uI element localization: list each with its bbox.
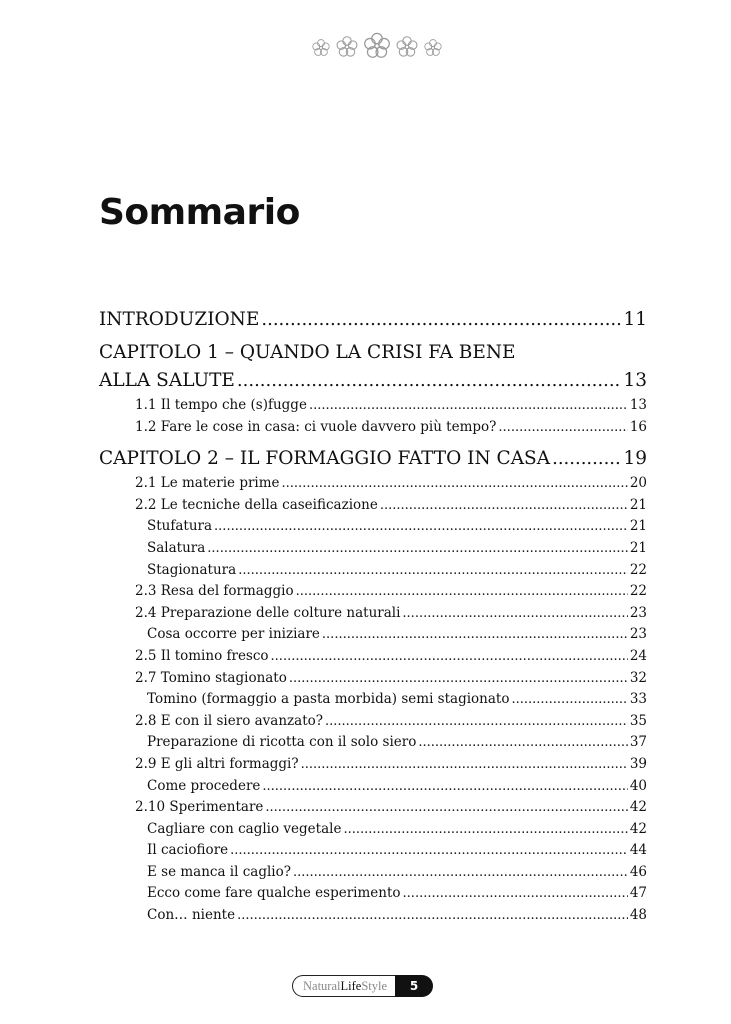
dot-leader (230, 841, 628, 862)
page-title: Sommario (99, 192, 300, 233)
toc-entry-label: 2.3 Resa del formaggio (135, 583, 294, 600)
dot-leader (282, 474, 628, 495)
toc-entry-label: Salatura (147, 539, 206, 556)
toc-entry-page: 23 (629, 604, 647, 621)
toc-entry-label: 2.5 Il tomino fresco (135, 647, 269, 664)
toc-entry-page: 22 (629, 583, 647, 600)
dot-leader (380, 496, 628, 517)
toc-entry-page: 33 (629, 691, 647, 708)
toc-entry-page: 21 (629, 539, 647, 556)
toc-entry[interactable] (99, 560, 647, 582)
toc-entry-label: 1.2 Fare le cose in casa: ci vuole davvero più tempo? (135, 418, 497, 435)
toc-entry-page: 13 (629, 397, 647, 413)
brand-part-natural: Natural (303, 978, 341, 993)
toc-entry[interactable] (99, 495, 647, 517)
toc-entry[interactable] (99, 754, 647, 776)
dot-leader (271, 647, 628, 668)
dot-leader (402, 604, 627, 625)
dot-leader (265, 798, 627, 819)
toc-entry-page: 40 (629, 777, 647, 794)
dot-leader (498, 418, 627, 439)
dot-leader (293, 863, 628, 884)
toc-entry-label: Il caciofiore (147, 842, 229, 859)
toc-entry-label: INTRODUZIONE (99, 309, 260, 330)
toc-entry[interactable] (99, 776, 647, 798)
series-brand (292, 975, 395, 997)
toc-entry-page: 44 (629, 842, 647, 859)
toc-entry-page: 23 (629, 626, 647, 643)
toc-entry[interactable] (99, 668, 647, 690)
brand-part-life: Life (340, 978, 362, 993)
toc-entry-label: 2.4 Preparazione delle colture naturali (135, 604, 401, 621)
dot-leader (238, 561, 628, 582)
table-of-contents (99, 306, 647, 927)
toc-entry-page: 35 (629, 712, 647, 729)
toc-entry-label: Tomino (formaggio a pasta morbida) semi stagionato (147, 691, 510, 708)
toc-entry[interactable] (99, 862, 647, 884)
dot-leader (325, 712, 628, 733)
brand-part-style: Style (361, 978, 388, 993)
dot-leader (403, 884, 628, 905)
toc-chapter-1-title-line1[interactable]: CAPITOLO 1 – QUANDO LA CRISI FA BENE (99, 342, 516, 363)
toc-entry-label: ALLA SALUTE (99, 370, 235, 391)
toc-entry[interactable] (99, 603, 647, 625)
toc-entry-label: E se manca il caglio? (147, 863, 291, 880)
toc-entry-label: Come procedere (147, 777, 261, 794)
toc-entry-page: 20 (629, 475, 647, 492)
toc-entry[interactable] (99, 473, 647, 495)
toc-entry[interactable] (99, 689, 647, 711)
toc-entry-label: CAPITOLO 2 – IL FORMAGGIO FATTO IN CASA (99, 448, 551, 470)
toc-entry-page: 47 (629, 885, 647, 902)
toc-chapter-2-entry[interactable] (99, 445, 647, 473)
toc-entry-label: Con… niente (147, 907, 236, 924)
toc-entry-label: 1.1 Il tempo che (s)fugge (135, 397, 307, 413)
page-footer (292, 975, 433, 997)
dot-leader (207, 539, 628, 560)
dot-leader (418, 733, 627, 754)
toc-entry-introduction[interactable] (99, 306, 647, 334)
dot-leader (511, 690, 627, 711)
toc-entry-label: Cosa occorre per iniziare (147, 626, 320, 643)
toc-entry-page: 19 (623, 448, 647, 470)
dot-leader (237, 906, 628, 927)
toc-entry-label: 2.2 Le tecniche della caseificazione (135, 496, 378, 513)
toc-entry-label: 2.10 Sperimentare (135, 799, 264, 816)
toc-entry-label: Stufatura (147, 518, 213, 535)
toc-entry[interactable] (99, 819, 647, 841)
toc-chapter-1 (99, 339, 647, 438)
dot-leader (214, 517, 628, 538)
dot-leader (262, 777, 627, 798)
toc-entry[interactable] (99, 883, 647, 905)
toc-entry-page: 21 (629, 496, 647, 513)
toc-entry[interactable] (99, 538, 647, 560)
toc-entry-1-2[interactable] (99, 417, 647, 439)
dot-leader (343, 820, 627, 841)
toc-entry-page: 37 (629, 734, 647, 751)
toc-entry-page: 46 (629, 863, 647, 880)
toc-entry-label: Cagliare con caglio vegetale (147, 820, 342, 837)
toc-entry-page: 42 (629, 820, 647, 837)
toc-chapter-2 (99, 445, 647, 926)
toc-entry-page: 39 (629, 755, 647, 772)
toc-entry-page: 22 (629, 561, 647, 578)
dot-leader (261, 306, 621, 334)
toc-entry[interactable] (99, 840, 647, 862)
toc-entry[interactable] (99, 711, 647, 733)
toc-entry[interactable] (99, 905, 647, 927)
toc-entry-page: 13 (623, 370, 647, 391)
toc-entry-page: 11 (623, 309, 647, 330)
dot-leader (296, 582, 628, 603)
toc-entry-label: 2.9 E gli altri formaggi? (135, 755, 299, 772)
toc-entry-label: Preparazione di ricotta con il solo siero (147, 734, 417, 751)
toc-entry-label: 2.7 Tomino stagionato (135, 669, 287, 686)
toc-entry-page: 48 (629, 907, 647, 924)
toc-entry[interactable] (99, 732, 647, 754)
toc-entry-label: 2.8 E con il siero avanzato? (135, 712, 323, 729)
toc-entry[interactable] (99, 581, 647, 603)
toc-entry-label: Stagionatura (147, 561, 237, 578)
dot-leader (309, 396, 628, 417)
toc-entry-label: 2.1 Le materie prime (135, 475, 280, 492)
dot-leader (289, 669, 628, 690)
page-number: 5 (395, 975, 433, 997)
toc-entry-1-1[interactable] (99, 395, 647, 417)
toc-entry[interactable] (99, 624, 647, 646)
toc-entry-page: 32 (629, 669, 647, 686)
toc-entry-label: Ecco come fare qualche esperimento (147, 885, 401, 902)
dot-leader (552, 445, 621, 473)
flower-ornament-icon (309, 30, 445, 66)
dot-leader (322, 625, 628, 646)
toc-entry[interactable] (99, 516, 647, 538)
toc-entry[interactable] (99, 797, 647, 819)
toc-entry-page: 24 (629, 647, 647, 664)
toc-entry-page: 21 (629, 518, 647, 535)
toc-entry[interactable] (99, 646, 647, 668)
dot-leader (301, 755, 628, 776)
toc-chapter-2-items (99, 473, 647, 926)
dot-leader (237, 367, 622, 395)
toc-chapter-1-entry[interactable] (99, 367, 647, 395)
toc-entry-page: 42 (629, 799, 647, 816)
toc-entry-page: 16 (629, 418, 647, 435)
